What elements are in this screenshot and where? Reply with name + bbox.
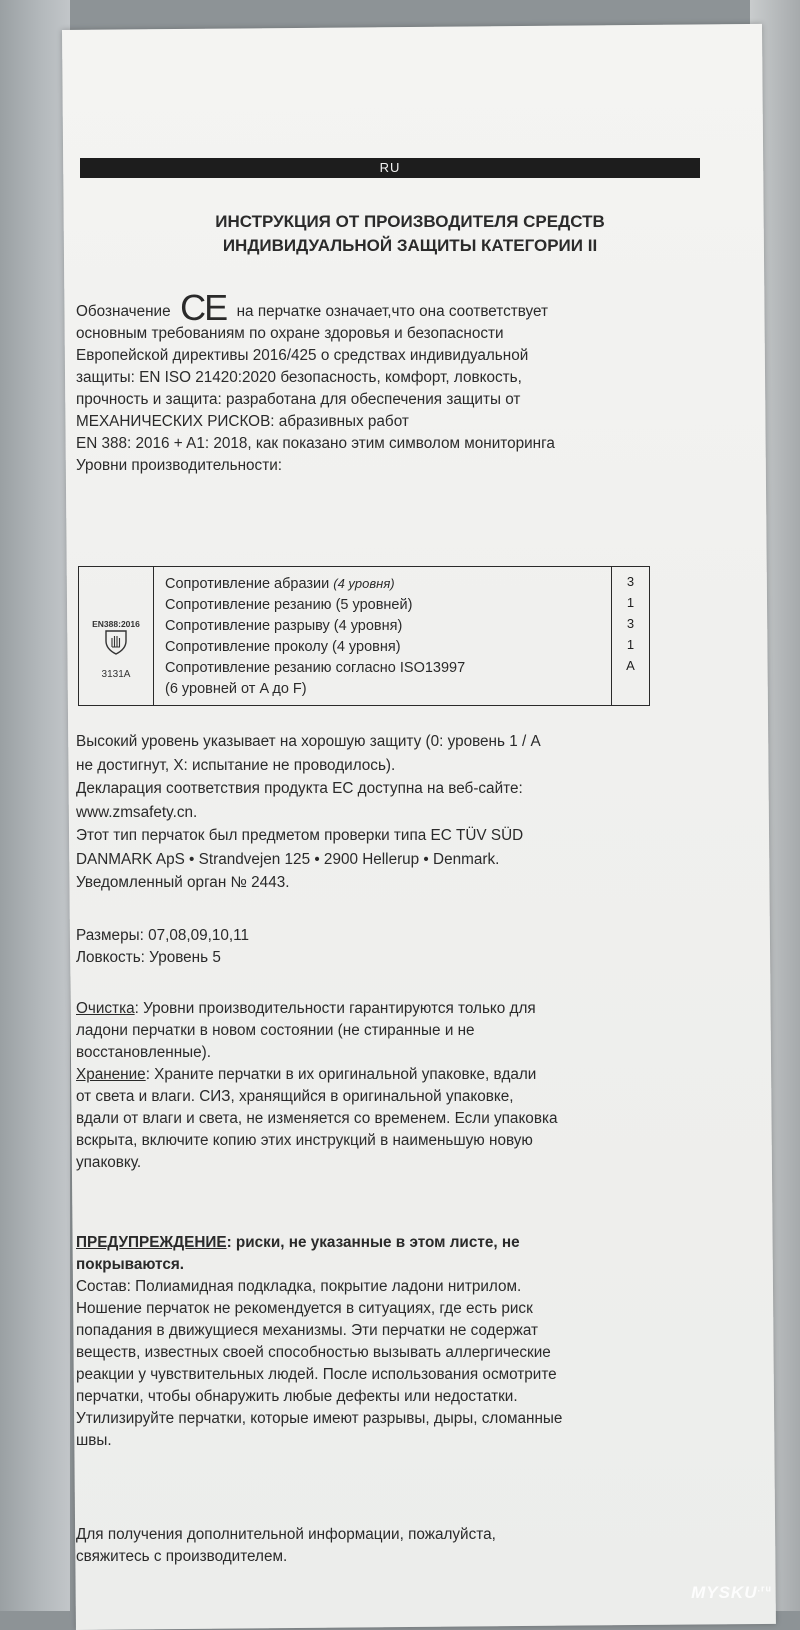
intro-line: Европейской директивы 2016/425 о средствах индивидуальной xyxy=(76,347,529,364)
intro-line: защиты: EN ISO 21420:2020 безопасность, комфорт, ловкость, xyxy=(76,369,522,386)
performance-values xyxy=(611,567,649,705)
intro-line: МЕХАНИЧЕСКИХ РИСКОВ: абразивных работ xyxy=(76,413,409,430)
intro-suffix: на перчатке означает,что она соответствует xyxy=(236,303,549,320)
level-value: 1 xyxy=(626,637,635,652)
intro-line: прочность и защита: разработана для обеспечения защиты от xyxy=(76,391,521,408)
level-value: 3 xyxy=(626,616,635,631)
warning-paragraph: ПРЕДУПРЕЖДЕНИЕ: риски, не указанные в этом листе, не покрываются. Состав: Полиамидная подкладка, покрытие ладони нитрилом. Ношение перчаток не рекомендуется в ситуациях, где есть риск попадания в движущиеся механизмы. Эти перчатки не содержат веществ, известных своей способностью вызывать аллергические реакции у чувствительных людей. После использования осмотрите перчатки, чтобы обнаружить любые дефекты или недостатки. Утилизируйте перчатки, которые имеют разрывы, дыры, сломанные швы. xyxy=(76,1232,562,1452)
dexterity-line: Ловкость: Уровень 5 xyxy=(76,949,221,966)
table-row: Сопротивление резанию согласно ISO13997 xyxy=(165,660,466,676)
site-watermark: $MYSKU^{.ru}$ xyxy=(691,1583,772,1602)
performance-table xyxy=(78,566,650,706)
declaration-paragraph xyxy=(76,730,541,895)
table-row: Сопротивление проколу (4 уровня) xyxy=(165,639,401,655)
care-line: восстановленные). xyxy=(76,1044,212,1061)
declaration-line: DANMARK ApS • Strandvejen 125 • 2900 Hellerup • Denmark. xyxy=(76,850,500,868)
table-row: Сопротивление разрыву (4 уровня) xyxy=(165,618,403,634)
title-line-2: ИНДИВИДУАЛЬНОЙ ЗАЩИТЫ КАТЕГОРИИ II xyxy=(222,236,598,255)
warning-line: швы. xyxy=(76,1432,112,1449)
cleaning-label: Очистка xyxy=(76,1000,135,1017)
level-value: 3 xyxy=(626,574,635,589)
sizes-paragraph xyxy=(76,925,249,969)
ce-mark-icon: CE xyxy=(180,287,227,328)
contact-paragraph xyxy=(76,1524,496,1568)
website-link[interactable]: www.zmsafety.cn. xyxy=(76,803,198,821)
intro-prefix: Обозначение xyxy=(76,303,171,320)
contact-line: Для получения дополнительной информации, пожалуйста, xyxy=(76,1526,496,1543)
contact-line: свяжитесь с производителем. xyxy=(76,1548,288,1565)
declaration-line: Высокий уровень указывает на хорошую защиту (0: уровень 1 / A xyxy=(76,733,541,750)
care-paragraph: Очистка: Уровни производительности гарантируются только для ладони перчатки в новом состоянии (не стиранные и не восстановленные). Хранение: Храните перчатки в их оригинальной упаковке, вдали от света и влаги. СИЗ, хранящийся в оригинальной упаковке, вдали от влаги и света, не изменяется со временем. Если упаковка вскрыта, включите копию этих инструкций в наименьшую новую упаковку. xyxy=(76,998,557,1174)
warning-line: Утилизируйте перчатки, которые имеют разрывы, дыры, сломанные xyxy=(76,1410,563,1427)
care-line: вдали от влаги и света, не изменяется со временем. Если упаковка xyxy=(76,1110,558,1127)
warning-label: ПРЕДУПРЕЖДЕНИЕ xyxy=(76,1234,227,1251)
intro-line: основным требованиям по охране здоровья и безопасности xyxy=(76,325,504,342)
care-line: вскрыта, включите копию этих инструкций в наименьшую новую xyxy=(76,1132,533,1149)
warning-line: реакции у чувствительных людей. После использования осмотрите xyxy=(76,1366,557,1383)
warning-line: попадания в движущиеся механизмы. Эти перчатки не содержат xyxy=(76,1322,539,1339)
warning-line: покрываются. xyxy=(76,1256,185,1273)
performance-rows xyxy=(165,573,615,700)
declaration-line: Уведомленный орган № 2443. xyxy=(76,874,290,891)
level-value: 1 xyxy=(626,595,635,610)
warning-line: Состав: Полиамидная подкладка, покрытие ладони нитрилом. xyxy=(76,1278,522,1295)
logo-code: 3131A xyxy=(101,669,131,680)
background-left xyxy=(0,0,70,1611)
glove-shield-icon xyxy=(104,629,128,655)
warning-line: Ношение перчаток не рекомендуется в ситуациях, где есть риск xyxy=(76,1300,533,1317)
language-bar xyxy=(80,158,700,178)
table-row: Сопротивление резанию (5 уровней) xyxy=(165,597,413,613)
language-code: RU xyxy=(379,160,401,175)
care-line: упаковку. xyxy=(76,1154,142,1171)
table-row: (6 уровней от A до F) xyxy=(165,681,307,697)
intro-paragraph xyxy=(76,287,555,477)
title-line-1: ИНСТРУКЦИЯ ОТ ПРОИЗВОДИТЕЛЯ СРЕДСТВ xyxy=(215,212,605,231)
warning-line: веществ, известных своей способностью вызывать аллергические xyxy=(76,1344,551,1361)
table-row: Сопротивление абразии (4 уровня) xyxy=(165,576,395,592)
en388-logo xyxy=(79,567,154,705)
storage-label: Хранение xyxy=(76,1066,146,1083)
logo-standard: EN388:2016 xyxy=(92,619,140,629)
intro-line: Уровни производительности: xyxy=(76,457,282,474)
level-value: A xyxy=(626,658,635,673)
document-title xyxy=(130,210,690,258)
care-line: от света и влаги. СИЗ, хранящийся в оригинальной упаковке, xyxy=(76,1088,514,1105)
warning-line: перчатки, чтобы обнаружить любые дефекты или недостатки. xyxy=(76,1388,518,1405)
sizes-line: Размеры: 07,08,09,10,11 xyxy=(76,927,250,944)
declaration-line: не достигнут, X: испытание не проводилось). xyxy=(76,756,396,774)
care-line: ладони перчатки в новом состоянии (не стиранные и не xyxy=(76,1022,475,1039)
intro-line: EN 388: 2016 + A1: 2018, как показано этим символом мониторинга xyxy=(76,435,555,452)
declaration-line: Этот тип перчаток был предметом проверки типа ЕС TÜV SÜD xyxy=(76,827,524,844)
declaration-line: Декларация соответствия продукта ЕС доступна на веб-сайте: xyxy=(76,780,523,797)
